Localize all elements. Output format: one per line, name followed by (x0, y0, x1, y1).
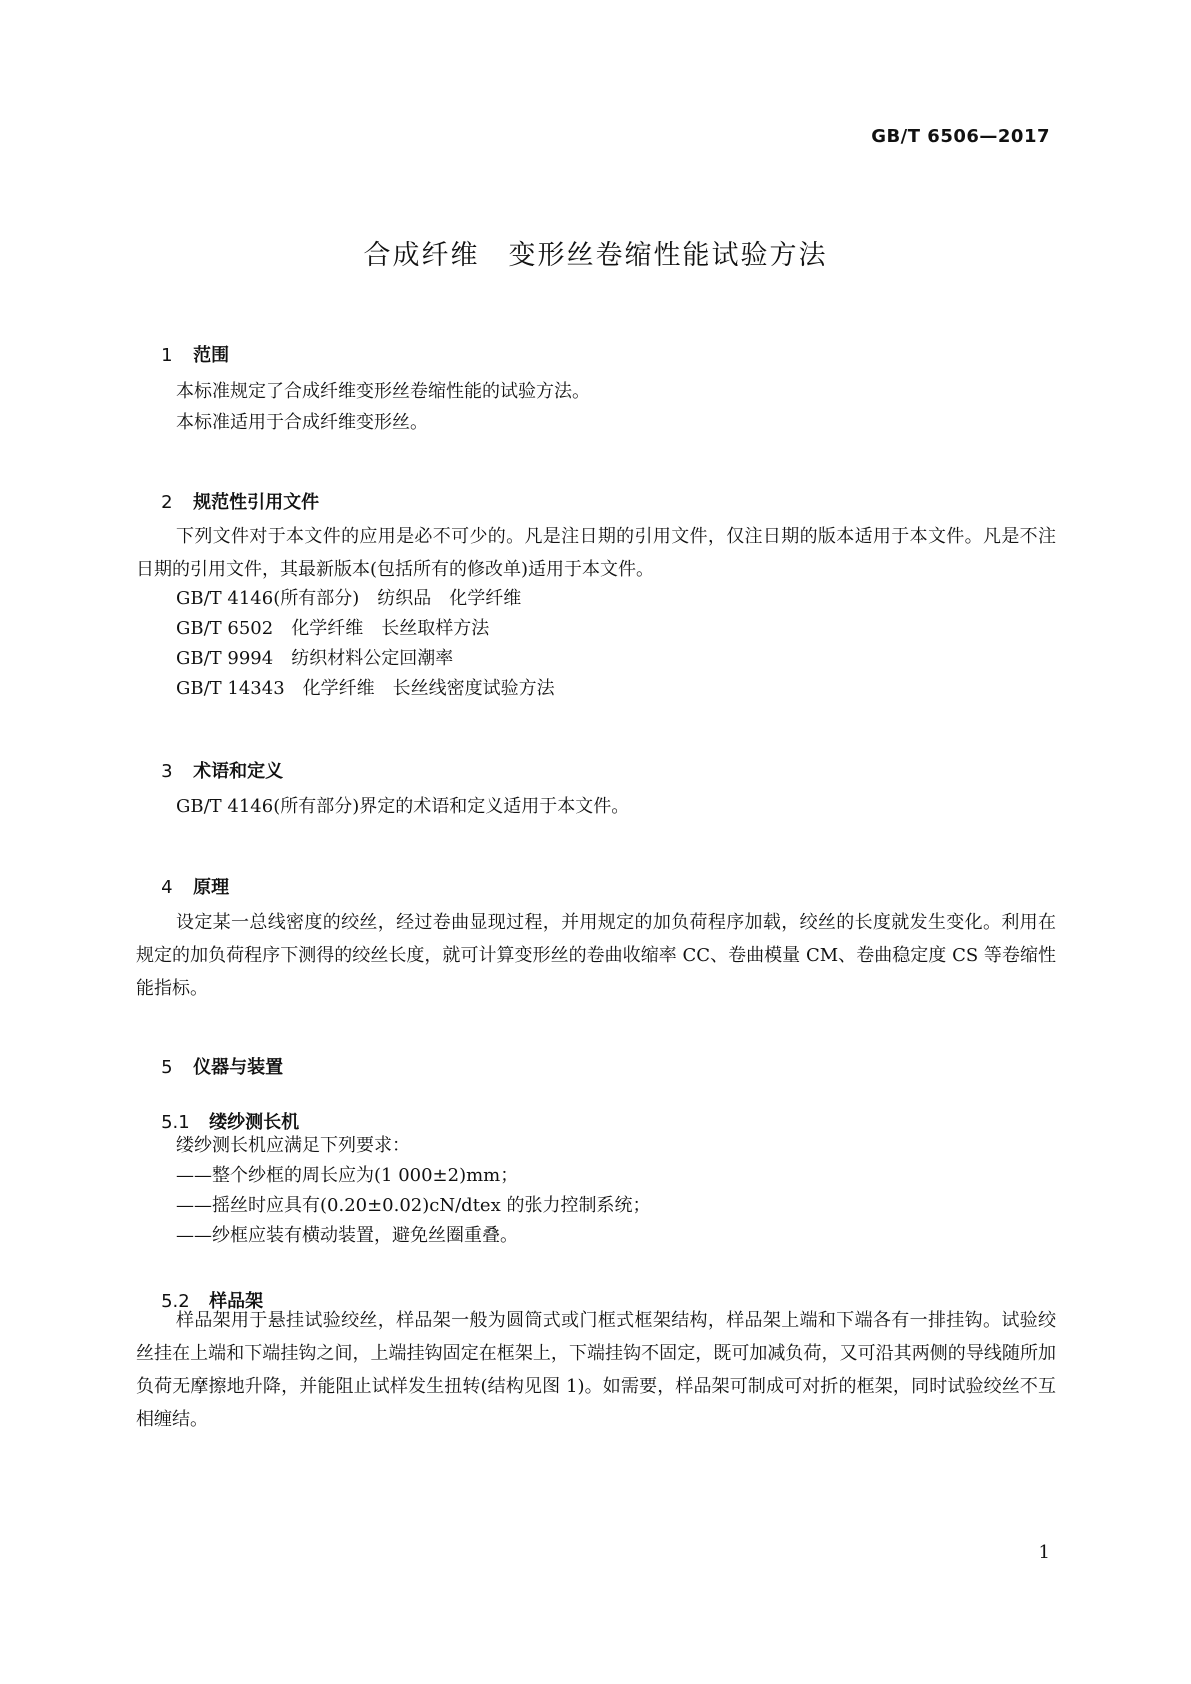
section-number: 1 (161, 345, 173, 366)
paragraph: 样品架用于悬挂试验绞丝，样品架一般为圆筒式或门框式框架结构，样品架上端和下端各有一排挂钩。试验绞丝挂在上端和下端挂钩之间，上端挂钩固定在框架上，下端挂钩不固定，既可加减负荷，又可沿其两侧的导线随所加负荷无摩擦地升降，并能阻止试样发生扭转(结构见图 1)。如需要，样品架可制成可对折的框架，同时试验绞丝不互相缠结。 (136, 1310, 1056, 1430)
section-title: 术语和定义 (193, 761, 284, 782)
normative-reference: GB/T 14343 化学纤维 长丝线密度试验方法 (176, 678, 555, 699)
section-number: 5 (161, 1057, 173, 1078)
list-item: ——纱框应装有横动装置，避免丝圈重叠。 (176, 1225, 518, 1246)
paragraph: 设定某一总线密度的绞丝，经过卷曲显现过程，并用规定的加负荷程序加载，绞丝的长度就发生变化。利用在规定的加负荷程序下测得的绞丝长度，就可计算变形丝的卷曲收缩率 CC、卷曲模量 CM、卷曲稳定度 CS 等卷缩性能指标。 (136, 912, 1056, 999)
subsection-title: 缕纱测长机 (209, 1112, 300, 1133)
document-title: 合成纤维 变形丝卷缩性能试验方法 (363, 240, 828, 271)
page-number: 1 (1038, 1542, 1050, 1563)
list-item: ——摇丝时应具有(0.20±0.02)cN/dtex 的张力控制系统； (176, 1195, 651, 1216)
normative-reference: GB/T 4146(所有部分) 纺织品 化学纤维 (176, 588, 522, 609)
paragraph-line: 本标准适用于合成纤维变形丝。 (176, 412, 428, 433)
standard-number: GB/T 6506—2017 (871, 126, 1050, 147)
section-number: 4 (161, 877, 173, 898)
section-title: 仪器与装置 (193, 1057, 284, 1078)
normative-reference: GB/T 6502 化学纤维 长丝取样方法 (176, 618, 490, 639)
section-title: 范围 (193, 345, 230, 366)
paragraph: 下列文件对于本文件的应用是必不可少的。凡是注日期的引用文件，仅注日期的版本适用于本文件。凡是不注日期的引用文件，其最新版本(包括所有的修改单)适用于本文件。 (136, 526, 1056, 580)
subsection-number: 5.1 (161, 1112, 190, 1133)
paragraph-line: 本标准规定了合成纤维变形丝卷缩性能的试验方法。 (176, 381, 590, 402)
section-title: 原理 (193, 877, 230, 898)
section-number: 3 (161, 761, 173, 782)
list-item: ——整个纱框的周长应为(1 000±2)mm； (176, 1165, 519, 1186)
paragraph-line: 缕纱测长机应满足下列要求： (176, 1135, 410, 1156)
paragraph-line: GB/T 4146(所有部分)界定的术语和定义适用于本文件。 (176, 796, 630, 817)
section-number: 2 (161, 492, 173, 513)
subsection-number: 5.2 (161, 1291, 190, 1312)
normative-reference: GB/T 9994 纺织材料公定回潮率 (176, 648, 454, 669)
subsection-title: 样品架 (209, 1291, 264, 1312)
section-title: 规范性引用文件 (193, 492, 320, 513)
